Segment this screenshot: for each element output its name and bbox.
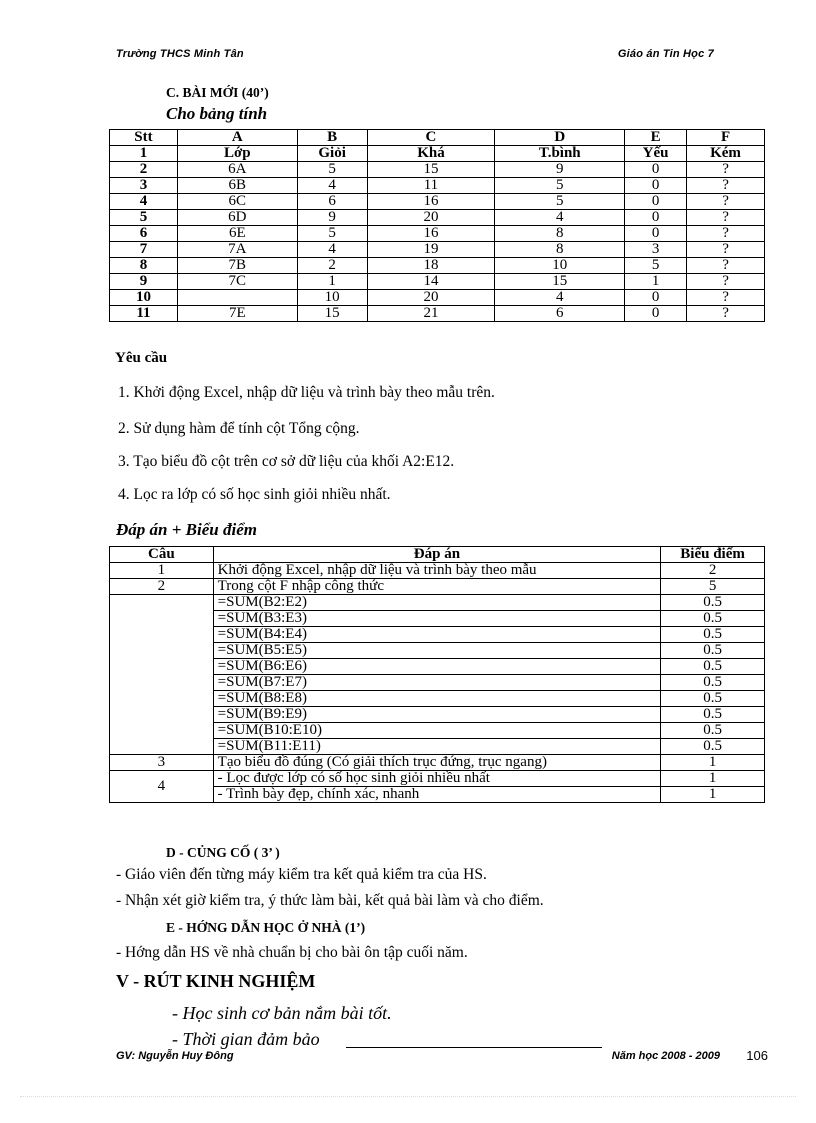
table-row: =SUM(B7:E7) 0.5: [110, 675, 765, 691]
section-c-subtitle: Cho bảng tính: [166, 104, 268, 123]
footer-rule: [346, 1047, 602, 1048]
section-e-title: E - HỚNG DẪN HỌC Ở NHÀ (1’): [166, 920, 366, 935]
table-row: =SUM(B8:E8) 0.5: [110, 691, 765, 707]
footer-teacher: GV: Nguyễn Huy Đông: [116, 1050, 234, 1062]
section-d-line: - Giáo viên đến từng máy kiểm tra kết quả kiểm tra của HS.: [116, 866, 487, 883]
spreadsheet-table: [109, 129, 765, 322]
table-row: =SUM(B5:E5) 0.5: [110, 643, 765, 659]
page-edge-divider: [20, 1096, 796, 1097]
requirement-item: 3. Tạo biểu đồ cột trên cơ sở dữ liệu của khối A2:E12.: [118, 453, 455, 470]
section-v-title: V - RÚT KINH NGHIỆM: [116, 971, 316, 991]
table-row: 2 Trong cột F nhập công thức 5: [110, 579, 765, 595]
requirement-item: 1. Khởi động Excel, nhập dữ liệu và trình bày theo mẫu trên.: [118, 384, 495, 401]
section-d-title: D - CỦNG CỐ ( 3’ ): [166, 845, 280, 860]
table-row: =SUM(B3:E3) 0.5: [110, 611, 765, 627]
table-row: 9 7C 1 14 15 1 ?: [110, 274, 765, 290]
table-row: 1 Lớp Giỏi Khá T.bình Yếu Kém: [110, 146, 765, 162]
table-row: Stt A B C D E F: [110, 130, 765, 146]
page-footer: [116, 1050, 768, 1068]
table-row: 4 6C 6 16 5 0 ?: [110, 194, 765, 210]
table-row: 10 10 20 4 0 ?: [110, 290, 765, 306]
table-row: =SUM(B4:E4) 0.5: [110, 627, 765, 643]
experience-note: - Thời gian đảm bảo: [172, 1029, 320, 1049]
table-row: 6 6E 5 16 8 0 ?: [110, 226, 765, 242]
table-row: 2 6A 5 15 9 0 ?: [110, 162, 765, 178]
table-row: =SUM(B11:E11) 0.5: [110, 739, 765, 755]
table-row: - Trình bày đẹp, chính xác, nhanh 1: [110, 787, 765, 803]
table-row: 7 7A 4 19 8 3 ?: [110, 242, 765, 258]
section-c-title: C. BÀI MỚI (40’): [166, 85, 269, 100]
page-number: 106: [746, 1048, 768, 1063]
table-row: 11 7E 15 21 6 0 ?: [110, 306, 765, 322]
table-row: 3 6B 4 11 5 0 ?: [110, 178, 765, 194]
footer-school-year: Năm học 2008 - 2009: [611, 1050, 720, 1062]
table-row: Câu Đáp án Biểu điểm: [110, 547, 765, 563]
header-subject: Giáo án Tin Học 7: [617, 48, 714, 60]
table-row: =SUM(B10:E10) 0.5: [110, 723, 765, 739]
section-e-line: - Hớng dẫn HS về nhà chuẩn bị cho bài ôn tập cuối năm.: [116, 944, 468, 961]
table-row: =SUM(B6:E6) 0.5: [110, 659, 765, 675]
answer-key-table: [109, 546, 765, 803]
header-school: Trường THCS Minh Tân: [116, 48, 244, 60]
answer-key-title: Đáp án + Biểu điểm: [116, 520, 257, 539]
table-row: 4 - Lọc được lớp có số học sinh giỏi nhiều nhất 1: [110, 771, 765, 787]
requirement-item: 4. Lọc ra lớp có số học sinh giỏi nhiều nhất.: [118, 486, 391, 503]
experience-note: - Học sinh cơ bản nắm bài tốt.: [172, 1003, 392, 1023]
table-row: 8 7B 2 18 10 5 ?: [110, 258, 765, 274]
table-row: 3 Tạo biểu đồ đúng (Có giải thích trục đứng, trục ngang) 1: [110, 755, 765, 771]
requirement-item: 2. Sử dụng hàm để tính cột Tổng cộng.: [118, 420, 360, 437]
table-row: =SUM(B2:E2) 0.5: [110, 595, 765, 611]
section-d-line: - Nhận xét giờ kiểm tra, ý thức làm bài, kết quả bài làm và cho điểm.: [116, 892, 544, 909]
table-row: =SUM(B9:E9) 0.5: [110, 707, 765, 723]
requirements-title: Yêu cầu: [115, 350, 168, 366]
table-row: 1 Khởi động Excel, nhập dữ liệu và trình bày theo mẫu 2: [110, 563, 765, 579]
page-header: [116, 48, 714, 66]
table-row: 5 6D 9 20 4 0 ?: [110, 210, 765, 226]
